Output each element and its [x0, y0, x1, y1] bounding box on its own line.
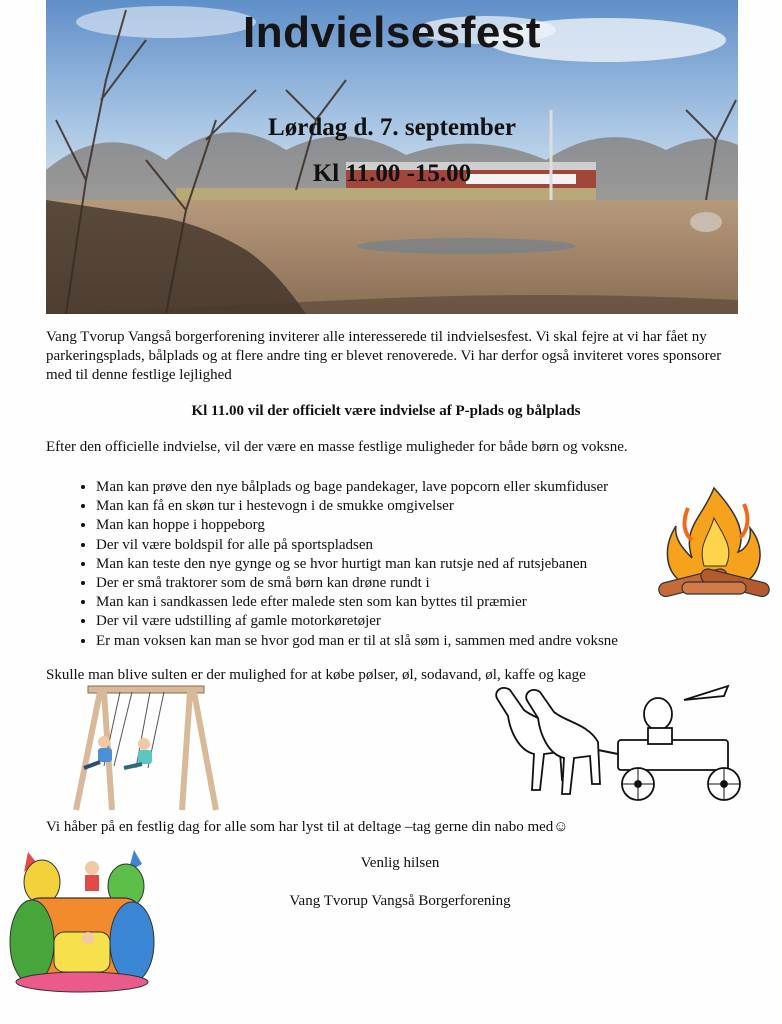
intro-paragraph: Vang Tvorup Vangså borgerforening inviterer alle interesserede til indvielsesfest. Vi skal fejre at vi har fået ny parkeringsplads, bålplads og at flere andre ting er blevet renoverede. Vi har derfor også inviteret vores sponsorer med til denne festlige lejlighed — [46, 329, 722, 383]
list-item: • Der er små traktorer som de små børn kan drøne rundt i — [96, 574, 696, 593]
bouncy-castle-illustration — [2, 842, 160, 994]
list-item: • Man kan få en skøn tur i hestevogn i de smukke omgivelser — [96, 497, 696, 516]
greeting: Venlig hilsen — [360, 855, 440, 871]
signature-organization: Vang Tvorup Vangså Borgerforening — [289, 893, 511, 909]
horse-carriage-illustration — [488, 680, 766, 816]
inauguration-notice: Kl 11.00 vil der officielt være indvielse af P-plads og bålplads — [191, 403, 581, 419]
list-item: • Man kan hoppe i hoppeborg — [96, 516, 696, 535]
closing-line: Vi håber på en festlig dag for alle som har lyst til at deltage –tag gerne din nabo med☺ — [46, 819, 569, 835]
list-item: • Man kan prøve den nye bålplads og bage pandekager, lave popcorn eller skumfiduser — [96, 478, 696, 497]
event-date: Lørdag d. 7. september — [268, 114, 516, 141]
event-time: Kl 11.00 -15.00 — [312, 160, 472, 187]
list-item: • Der vil være udstilling af gamle motorkøretøjer — [96, 612, 696, 631]
list-item: • Man kan teste den nye gynge og se hvor hurtigt man kan rutsje ned af rutsjebanen — [96, 555, 696, 574]
list-item: • Der vil være boldspil for alle på sportspladsen — [96, 536, 696, 555]
list-item: • Er man voksen kan man se hvor god man er til at slå søm i, sammen med andre voksne — [96, 632, 696, 651]
hero-photo — [46, 0, 738, 314]
swing-set-illustration — [70, 682, 222, 812]
activities-list — [46, 478, 696, 651]
list-item: • Man kan i sandkassen lede efter malede sten som kan byttes til præmier — [96, 593, 696, 612]
activities-lead: Efter den officielle indvielse, vil der være en masse festlige muligheder for både børn og voksne. — [46, 439, 628, 455]
bonfire-illustration — [652, 478, 776, 606]
food-paragraph: Skulle man blive sulten er der mulighed for at købe pølser, øl, sodavand, øl, kaffe og kage — [46, 667, 586, 683]
page-title: Indvielsesfest — [242, 8, 542, 57]
